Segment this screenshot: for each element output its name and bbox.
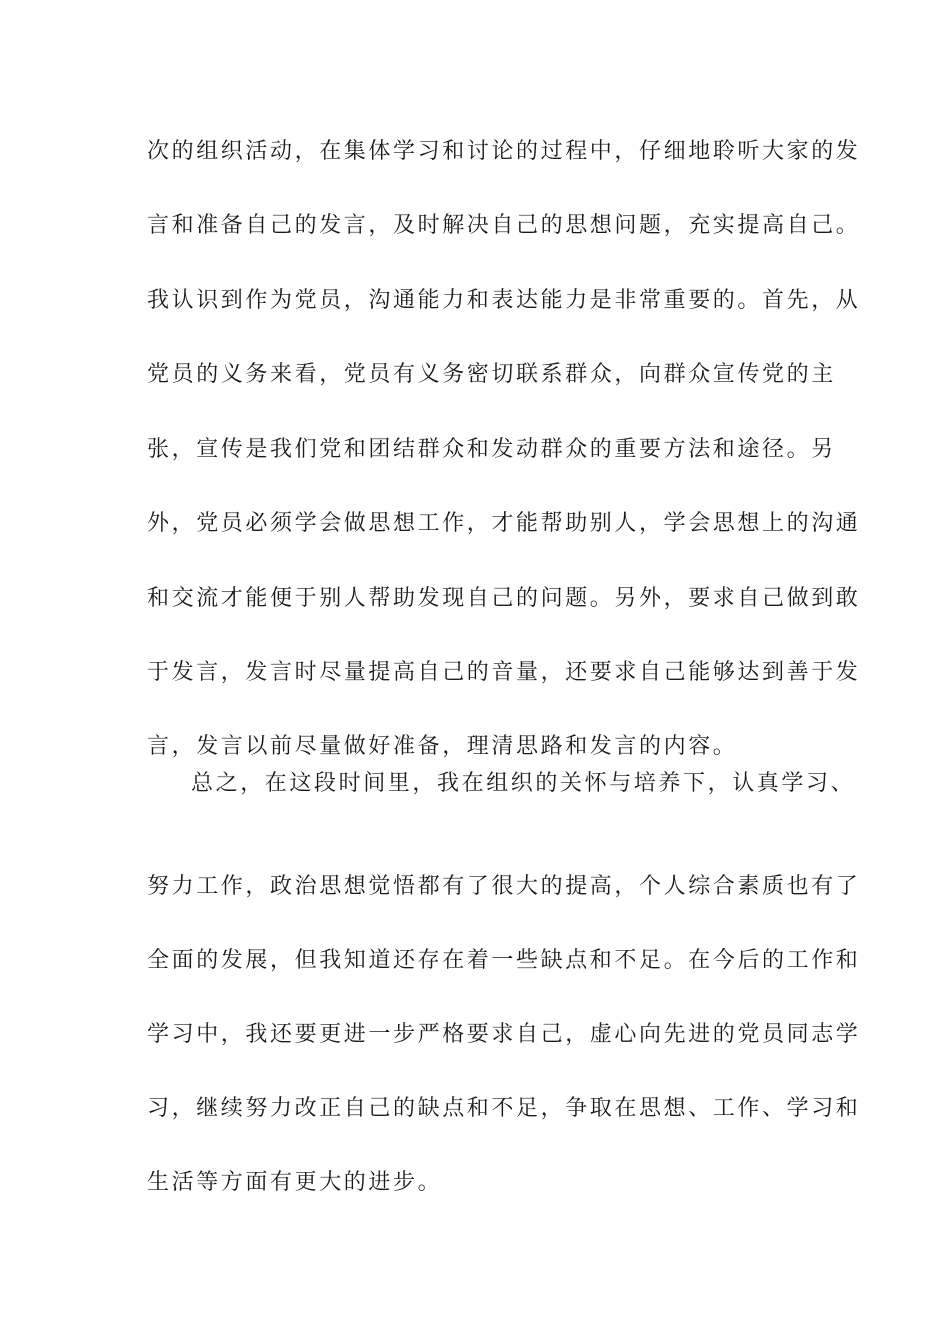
text-line: 张，宣传是我们党和团结群众和发动群众的重要方法和途径。另 bbox=[147, 437, 836, 462]
text-line: 外，党员必须学会做思想工作，才能帮助别人，学会思想上的沟通 bbox=[147, 511, 861, 536]
text-line: 习，继续努力改正自己的缺点和不足，争取在思想、工作、学习和 bbox=[147, 1096, 861, 1121]
text-line: 党员的义务来看，党员有义务密切联系群众，向群众宣传党的主 bbox=[147, 362, 836, 387]
text-line: 言和准备自己的发言，及时解决自己的思想问题，充实提高自己。 bbox=[147, 213, 861, 238]
text-line: 学习中，我还要更进一步严格要求自己，虚心向先进的党员同志学 bbox=[147, 1022, 861, 1047]
text-line: 于发言，发言时尽量提高自己的音量，还要求自己能够达到善于发 bbox=[147, 660, 861, 685]
text-line: 努力工作，政治思想觉悟都有了很大的提高，个人综合素质也有了 bbox=[147, 874, 861, 899]
text-line: 言，发言以前尽量做好准备，理清思路和发言的内容。 bbox=[147, 734, 738, 759]
text-line: 生活等方面有更大的进步。 bbox=[147, 1170, 443, 1195]
text-line: 我认识到作为党员，沟通能力和表达能力是非常重要的。首先，从 bbox=[147, 288, 861, 313]
text-line: 次的组织活动，在集体学习和讨论的过程中，仔细地聆听大家的发 bbox=[147, 139, 861, 164]
text-line: 和交流才能便于别人帮助发现自己的问题。另外，要求自己做到敢 bbox=[147, 586, 861, 611]
text-line: 全面的发展，但我知道还存在着一些缺点和不足。在今后的工作和 bbox=[147, 948, 861, 973]
paragraph-start-line: 总之，在这段时间里，我在组织的关怀与培养下，认真学习、 bbox=[191, 771, 856, 796]
